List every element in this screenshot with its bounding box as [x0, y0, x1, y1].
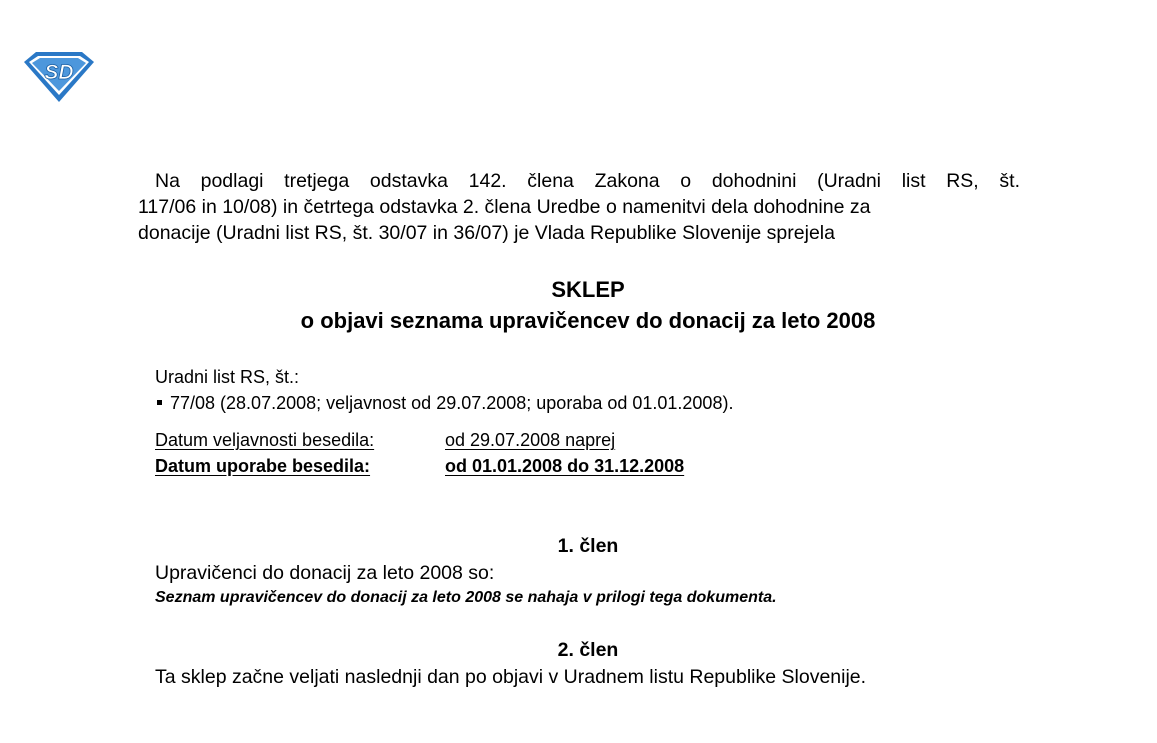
use-value: od 01.01.2008 do 31.12.2008 [445, 456, 685, 476]
document-title [138, 274, 1038, 336]
intro-paragraph [138, 168, 1020, 246]
article-text: Upravičenci do donacij za leto 2008 so: [155, 562, 495, 584]
use-label: Datum uporabe besedila: [155, 456, 371, 476]
article-heading: 2. člen [557, 639, 619, 661]
publication-entry-text: 77/08 (28.07.2008; veljavnost od 29.07.2008; uporaba od 01.01.2008). [170, 393, 734, 413]
sd-shield-logo-icon [22, 50, 96, 104]
publication-label: Uradni list RS, št.: [155, 367, 300, 387]
article-note: Seznam upravičencev do donacij za leto 2008 se nahaja v prilogi tega dokumenta. [155, 589, 777, 606]
intro-line: Na podlagi tretjega odstavka 142. člena Zakona o dohodnini (Uradni list RS, št. [155, 170, 1020, 192]
intro-line: 117/06 in 10/08) in četrtega odstavka 2. člena Uredbe o namenitvi dela dohodnine za [138, 196, 871, 218]
publication-info [155, 364, 733, 416]
title-subheading: o objavi seznama upravičencev do donacij za leto 2008 [300, 308, 876, 333]
validity-label: Datum veljavnosti besedila: [155, 430, 375, 450]
use-row [155, 453, 684, 479]
validity-row [155, 427, 684, 453]
logo-text: SD [44, 61, 74, 84]
validity-value: od 29.07.2008 naprej [445, 430, 616, 450]
article-heading: 1. člen [557, 535, 619, 557]
article-text: Ta sklep začne veljati naslednji dan po objavi v Uradnem listu Republike Slovenije. [155, 666, 867, 688]
title-heading: SKLEP [551, 277, 625, 302]
bullet-icon [157, 400, 162, 405]
date-info [155, 427, 684, 479]
intro-line: donacije (Uradni list RS, št. 30/07 in 36/07) je Vlada Republike Slovenije sprejela [138, 222, 835, 244]
publication-entry [155, 390, 733, 416]
